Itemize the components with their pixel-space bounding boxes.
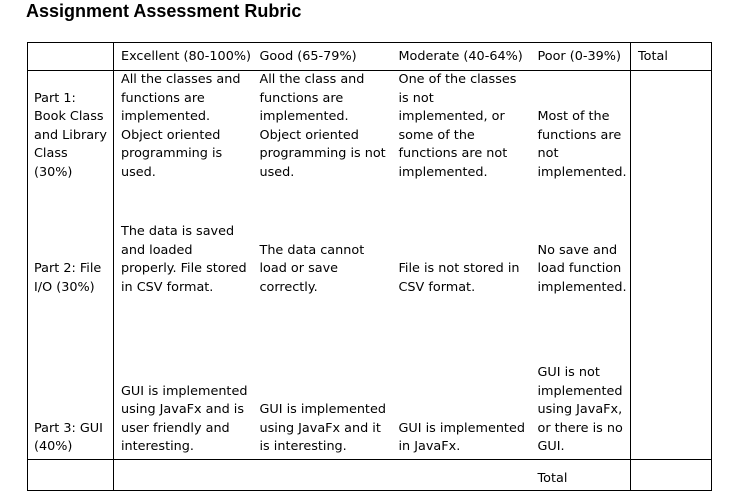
good-cell <box>253 71 392 188</box>
page-title: Assignment Assessment Rubric <box>26 1 302 21</box>
poor-text: GUI is not implemented using JavaFx, or there is no GUI. <box>537 365 623 454</box>
moderate-cell <box>392 187 531 316</box>
moderate-text: GUI is implemented in JavaFx. <box>398 420 525 454</box>
total-cell <box>631 71 712 188</box>
header-excellent: Excellent (80-100%) <box>114 43 253 71</box>
good-text: The data cannot load or save correctly. <box>259 242 365 295</box>
total-cell <box>631 316 712 459</box>
criteria-text: Part 3: GUI (40%) <box>34 420 103 454</box>
excellent-text: GUI is implemented using JavaFx and is user friendly and interesting. <box>121 383 248 454</box>
total-cell <box>631 187 712 316</box>
excellent-cell <box>114 316 253 459</box>
excellent-text: All the classes and functions are implemented. Object oriented programming is used. <box>121 72 241 180</box>
poor-text: No save and load function implemented. <box>537 242 627 295</box>
header-poor: Poor (0-39%) <box>531 43 631 71</box>
good-cell <box>253 187 392 316</box>
grand-total-cell <box>631 459 712 490</box>
header-criteria <box>28 43 114 71</box>
criteria-text: Part 1: Book Class and Library Class (30%) <box>34 90 107 180</box>
excellent-text: The data is saved and loaded properly. File stored in CSV format. <box>121 224 247 295</box>
good-text: GUI is implemented using JavaFx and it is interesting. <box>259 402 386 454</box>
good-cell <box>253 316 392 459</box>
moderate-cell <box>392 316 531 459</box>
poor-cell <box>531 316 631 459</box>
total-row <box>28 459 712 490</box>
header-row <box>28 43 712 71</box>
total-row-span <box>114 459 531 490</box>
total-row-empty <box>28 459 114 490</box>
table-row <box>28 187 712 316</box>
excellent-cell <box>114 187 253 316</box>
poor-cell <box>531 187 631 316</box>
moderate-text: File is not stored in CSV format. <box>398 261 520 295</box>
rubric-table <box>27 42 712 491</box>
criteria-cell <box>28 316 114 459</box>
moderate-text: One of the classes is not implemented, or some of the functions are not implemented. <box>398 72 517 180</box>
table-row <box>28 71 712 188</box>
poor-cell <box>531 71 631 188</box>
total-label: Total <box>537 471 568 486</box>
header-total: Total <box>631 43 712 71</box>
excellent-cell <box>114 71 253 188</box>
table-row <box>28 316 712 459</box>
criteria-cell <box>28 71 114 188</box>
criteria-cell <box>28 187 114 316</box>
total-label-cell <box>531 459 631 490</box>
good-text: All the class and functions are implemented. Object oriented programming is not used. <box>259 72 386 180</box>
poor-text: Most of the functions are not implemented. <box>537 109 627 180</box>
criteria-text: Part 2: File I/O (30%) <box>34 261 102 295</box>
moderate-cell <box>392 71 531 188</box>
header-good: Good (65-79%) <box>253 43 392 71</box>
header-moderate: Moderate (40-64%) <box>392 43 531 71</box>
